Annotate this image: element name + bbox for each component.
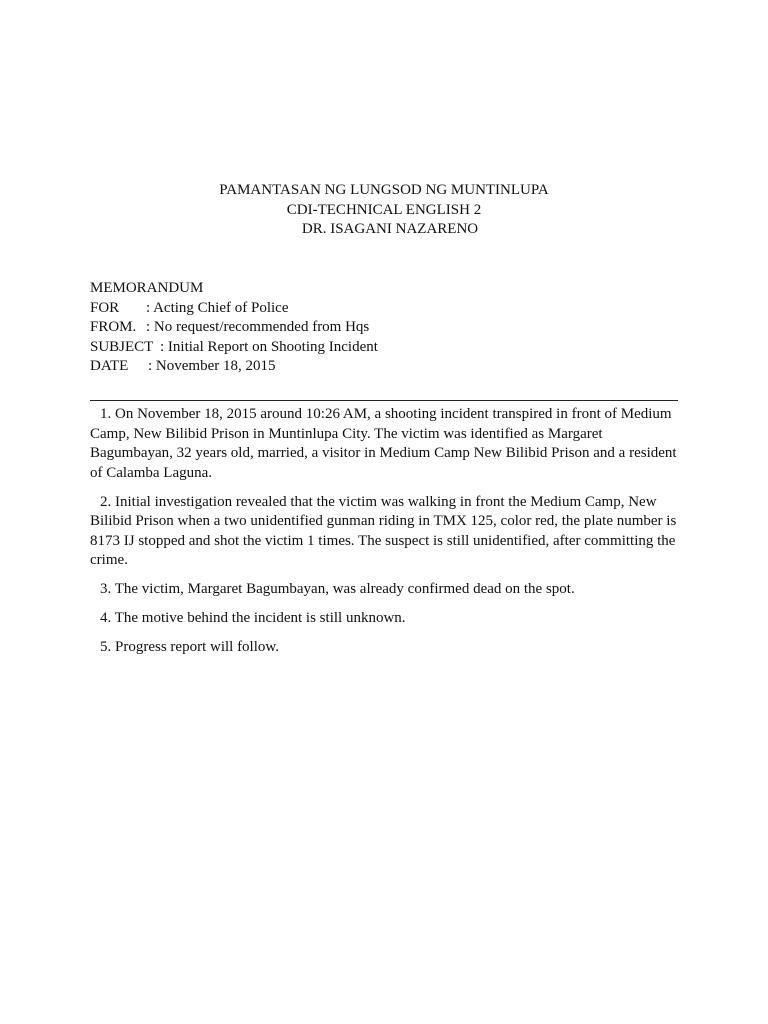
paragraph-5: 5. Progress report will follow.	[100, 639, 280, 655]
memo-date-value: : November 18, 2015	[148, 358, 276, 374]
memo-date-label: DATE	[90, 358, 129, 374]
memo-from-label: FROM.	[90, 319, 137, 335]
memo-body	[90, 405, 680, 667]
paragraph-3: 3. The victim, Margaret Bagumbayan, was already confirmed dead on the spot.	[100, 581, 575, 597]
memo-subject-label: SUBJECT	[90, 338, 154, 355]
paragraph-1: 1. On November 18, 2015 around 10:26 AM, a shooting incident transpired in front of Medium Camp, New Bilibid Prison in Muntinlupa City. The victim was identified as Margaret Bagumbayan, 32 years old, married, a visitor in Medium Camp New Bilibid Prison and a resident of Calamba Laguna.	[90, 406, 677, 481]
memo-for-row	[90, 299, 378, 319]
memo-from-row	[90, 318, 378, 338]
memo-subject-row	[90, 338, 378, 358]
memo-from-value: : No request/recommended from Hqs	[146, 319, 370, 335]
paragraph-2: 2. Initial investigation revealed that the victim was walking in front the Medium Camp, New Bilibid Prison when a two unidentified gunman riding in TMX 125, color red, the plate number is 8173 IJ stopped and shot the victim 1 times. The suspect is still unidentified, after committing the crime.	[90, 493, 677, 568]
horizontal-divider	[90, 400, 678, 401]
memo-for-value: : Acting Chief of Police	[146, 299, 289, 316]
paragraph-4: 4. The motive behind the incident is still unknown.	[100, 610, 406, 626]
memo-title: MEMORANDUM	[90, 280, 204, 296]
memo-block	[90, 279, 378, 377]
memo-date-row	[90, 357, 378, 377]
memo-for-label: FOR	[90, 299, 120, 316]
document-header	[0, 181, 768, 240]
memo-subject-value: : Initial Report on Shooting Incident	[160, 338, 378, 355]
course-name: CDI-TECHNICAL ENGLISH 2	[286, 201, 482, 218]
school-name: PAMANTASAN NG LUNGSOD NG MUNTINLUPA	[219, 182, 549, 198]
instructor-name: DR. ISAGANI NAZARENO	[301, 221, 479, 237]
